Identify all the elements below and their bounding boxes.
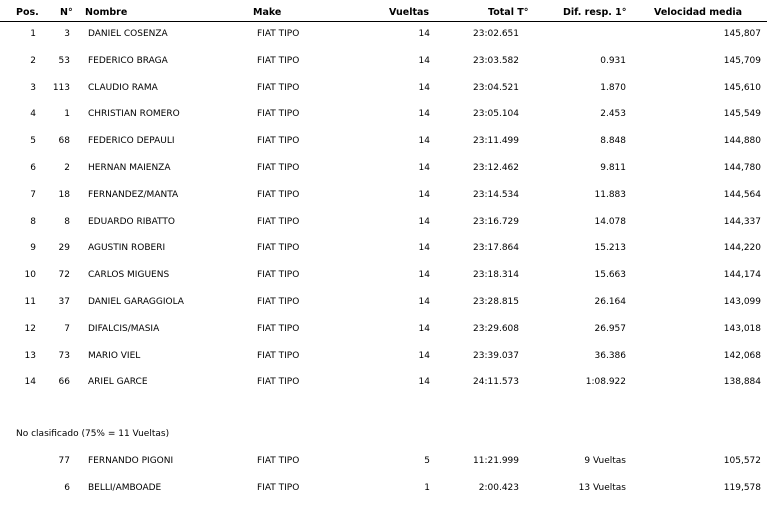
- cell-num: 73: [58, 351, 70, 361]
- cell-laps: 14: [418, 56, 430, 66]
- cell-make: FIAT TIPO: [257, 163, 300, 173]
- cell-pos: 1: [30, 29, 36, 39]
- cell-name: EDUARDO RIBATTO: [88, 217, 175, 227]
- cell-make: FIAT TIPO: [257, 270, 300, 280]
- cell-diff: 0.931: [600, 56, 626, 66]
- cell-name: CLAUDIO RAMA: [88, 83, 158, 93]
- table-row: [0, 481, 767, 495]
- cell-laps: 14: [418, 243, 430, 253]
- cell-num: 68: [58, 136, 70, 146]
- cell-total: 24:11.573: [473, 377, 519, 387]
- cell-diff: 14.078: [594, 217, 626, 227]
- cell-pos: 2: [30, 56, 36, 66]
- cell-speed: 145,807: [723, 29, 761, 39]
- cell-speed: 142,068: [723, 351, 761, 361]
- cell-laps: 14: [418, 83, 430, 93]
- table-row: [0, 349, 767, 363]
- cell-speed: 143,099: [723, 297, 761, 307]
- cell-pos: 4: [30, 109, 36, 119]
- cell-speed: 105,572: [723, 456, 761, 466]
- cell-num: 3: [64, 29, 70, 39]
- cell-total: 23:02.651: [473, 29, 519, 39]
- cell-num: 6: [64, 483, 70, 493]
- cell-speed: 144,780: [723, 163, 761, 173]
- header-laps: Vueltas: [389, 7, 430, 18]
- cell-num: 53: [58, 56, 70, 66]
- cell-speed: 144,220: [723, 243, 761, 253]
- cell-total: 23:28.815: [473, 297, 519, 307]
- cell-make: FIAT TIPO: [257, 83, 300, 93]
- table-row: [0, 107, 767, 121]
- cell-name: CARLOS MIGUENS: [88, 270, 170, 280]
- cell-diff: 1:08.922: [585, 377, 626, 387]
- cell-total: 23:29.608: [473, 324, 519, 334]
- cell-diff: 1.870: [600, 83, 626, 93]
- cell-total: 23:03.582: [473, 56, 519, 66]
- cell-pos: 10: [24, 270, 36, 280]
- cell-num: 113: [52, 83, 70, 93]
- table-row: [0, 134, 767, 148]
- cell-pos: 12: [24, 324, 36, 334]
- header-pos: Pos.: [16, 7, 39, 18]
- table-row: [0, 161, 767, 175]
- cell-pos: 14: [24, 377, 36, 387]
- cell-diff: 13 Vueltas: [578, 483, 626, 493]
- cell-name: DANIEL GARAGGIOLA: [88, 297, 184, 307]
- cell-name: FEDERICO BRAGA: [88, 56, 168, 66]
- cell-speed: 144,880: [723, 136, 761, 146]
- cell-speed: 145,549: [723, 109, 761, 119]
- cell-make: FIAT TIPO: [257, 351, 300, 361]
- header-divider: [0, 21, 767, 22]
- table-row: [0, 375, 767, 389]
- cell-name: DANIEL COSENZA: [88, 29, 168, 39]
- cell-num: 72: [58, 270, 70, 280]
- cell-diff: 2.453: [600, 109, 626, 119]
- cell-make: FIAT TIPO: [257, 456, 300, 466]
- cell-speed: 144,174: [723, 270, 761, 280]
- cell-laps: 14: [418, 297, 430, 307]
- cell-name: DIFALCIS/MASIA: [88, 324, 160, 334]
- cell-diff: 15.663: [594, 270, 626, 280]
- cell-num: 7: [64, 324, 70, 334]
- cell-make: FIAT TIPO: [257, 190, 300, 200]
- cell-total: 23:04.521: [473, 83, 519, 93]
- cell-laps: 14: [418, 351, 430, 361]
- cell-speed: 145,709: [723, 56, 761, 66]
- cell-num: 8: [64, 217, 70, 227]
- cell-laps: 14: [418, 163, 430, 173]
- cell-make: FIAT TIPO: [257, 483, 300, 493]
- cell-make: FIAT TIPO: [257, 56, 300, 66]
- cell-diff: 8.848: [600, 136, 626, 146]
- cell-pos: 11: [24, 297, 36, 307]
- cell-num: 18: [58, 190, 70, 200]
- table-row: [0, 241, 767, 255]
- table-row: [0, 54, 767, 68]
- cell-pos: 9: [30, 243, 36, 253]
- cell-num: 77: [58, 456, 70, 466]
- table-row: [0, 27, 767, 41]
- cell-name: BELLI/AMBOADE: [88, 483, 162, 493]
- cell-name: FEDERICO DEPAULI: [88, 136, 175, 146]
- cell-laps: 14: [418, 136, 430, 146]
- cell-pos: 3: [30, 83, 36, 93]
- header-diff: Dif. resp. 1°: [563, 7, 627, 18]
- header-total: Total T°: [488, 7, 529, 18]
- header-num: N°: [60, 7, 73, 18]
- cell-laps: 14: [418, 190, 430, 200]
- cell-pos: 7: [30, 190, 36, 200]
- cell-laps: 14: [418, 109, 430, 119]
- cell-laps: 14: [418, 324, 430, 334]
- cell-name: MARIO VIEL: [88, 351, 141, 361]
- cell-name: AGUSTIN ROBERI: [88, 243, 166, 253]
- cell-make: FIAT TIPO: [257, 136, 300, 146]
- cell-pos: 8: [30, 217, 36, 227]
- table-row: [0, 215, 767, 229]
- header-name: Nombre: [85, 7, 128, 18]
- cell-num: 66: [58, 377, 70, 387]
- cell-pos: 6: [30, 163, 36, 173]
- cell-total: 23:12.462: [473, 163, 519, 173]
- cell-diff: 36.386: [594, 351, 626, 361]
- table-row: [0, 322, 767, 336]
- cell-total: 23:16.729: [473, 217, 519, 227]
- cell-name: ARIEL GARCE: [88, 377, 148, 387]
- table-row: [0, 295, 767, 309]
- not-classified-note: No clasificado (75% = 11 Vueltas): [16, 429, 170, 439]
- cell-name: CHRISTIAN ROMERO: [88, 109, 180, 119]
- cell-laps: 14: [418, 217, 430, 227]
- table-row: [0, 188, 767, 202]
- cell-pos: 13: [24, 351, 36, 361]
- cell-make: FIAT TIPO: [257, 297, 300, 307]
- cell-diff: 26.957: [594, 324, 626, 334]
- cell-make: FIAT TIPO: [257, 109, 300, 119]
- cell-total: 23:11.499: [473, 136, 519, 146]
- table-row: [0, 454, 767, 468]
- cell-num: 37: [58, 297, 70, 307]
- cell-laps: 5: [424, 456, 430, 466]
- cell-total: 23:18.314: [473, 270, 519, 280]
- cell-laps: 14: [418, 270, 430, 280]
- cell-total: 11:21.999: [473, 456, 519, 466]
- cell-num: 1: [64, 109, 70, 119]
- cell-diff: 11.883: [594, 190, 626, 200]
- cell-speed: 145,610: [723, 83, 761, 93]
- table-row: [0, 81, 767, 95]
- cell-name: FERNANDEZ/MANTA: [88, 190, 179, 200]
- cell-total: 2:00.423: [478, 483, 519, 493]
- cell-diff: 15.213: [594, 243, 626, 253]
- cell-name: HERNAN MAIENZA: [88, 163, 171, 173]
- cell-diff: 9 Vueltas: [584, 456, 626, 466]
- cell-speed: 144,337: [723, 217, 761, 227]
- table-row: [0, 268, 767, 282]
- cell-num: 2: [64, 163, 70, 173]
- header-make: Make: [253, 7, 282, 18]
- cell-make: FIAT TIPO: [257, 217, 300, 227]
- cell-total: 23:05.104: [473, 109, 519, 119]
- cell-num: 29: [58, 243, 70, 253]
- cell-laps: 14: [418, 29, 430, 39]
- cell-laps: 1: [424, 483, 430, 493]
- cell-speed: 119,578: [723, 483, 761, 493]
- cell-laps: 14: [418, 377, 430, 387]
- cell-speed: 144,564: [723, 190, 761, 200]
- cell-make: FIAT TIPO: [257, 29, 300, 39]
- cell-make: FIAT TIPO: [257, 243, 300, 253]
- cell-speed: 143,018: [723, 324, 761, 334]
- cell-total: 23:39.037: [473, 351, 519, 361]
- cell-diff: 9.811: [600, 163, 626, 173]
- cell-total: 23:17.864: [473, 243, 519, 253]
- header-speed: Velocidad media: [654, 7, 743, 18]
- cell-make: FIAT TIPO: [257, 324, 300, 334]
- cell-diff: 26.164: [594, 297, 626, 307]
- cell-speed: 138,884: [723, 377, 761, 387]
- cell-name: FERNANDO PIGONI: [88, 456, 174, 466]
- cell-pos: 5: [30, 136, 36, 146]
- cell-make: FIAT TIPO: [257, 377, 300, 387]
- cell-total: 23:14.534: [473, 190, 519, 200]
